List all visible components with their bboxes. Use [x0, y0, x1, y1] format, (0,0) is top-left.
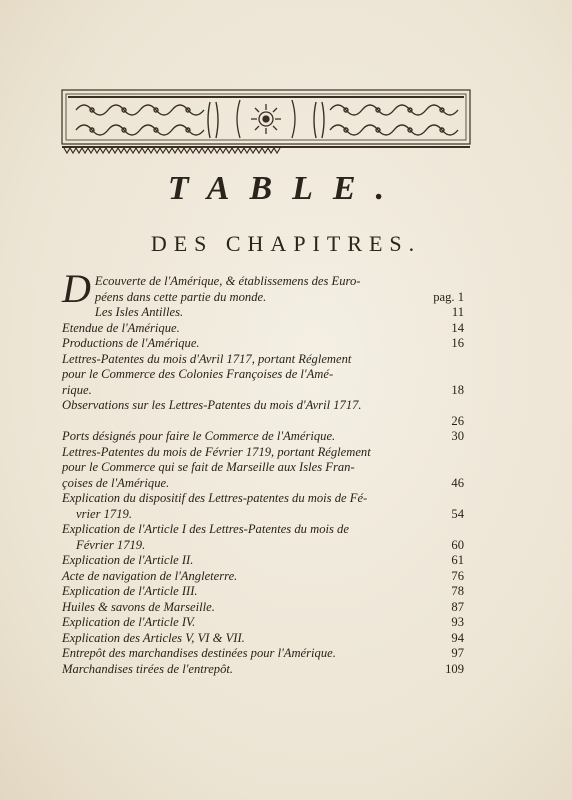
page-title: TABLE.	[167, 170, 405, 207]
toc-page-number: 76	[451, 568, 464, 583]
toc-entry-text: Entrepôt des marchandises destinées pour l'Amérique.	[62, 646, 336, 660]
table-of-contents	[62, 266, 464, 677]
toc-entry-text: Ports désignés pour faire le Commerce de l'Amérique.	[62, 429, 336, 443]
toc-entry-text: Acte de navigation de l'Angleterre.	[62, 568, 238, 583]
toc-entry-text: Productions de l'Amérique.	[62, 336, 200, 350]
toc-page-number: 54	[451, 506, 464, 521]
toc-entry	[62, 522, 464, 553]
toc-entry	[62, 584, 464, 600]
toc-entry-text: Explication de l'Article III.	[62, 584, 198, 598]
toc-entry-text: Février 1719.	[76, 537, 146, 552]
toc-entry	[62, 398, 464, 429]
toc-entry	[62, 631, 464, 647]
ornamental-headpiece	[60, 88, 472, 154]
toc-page-number: 16	[451, 336, 464, 350]
toc-entry	[62, 600, 464, 616]
toc-entry	[62, 266, 464, 311]
toc-page-number: 78	[451, 584, 464, 598]
toc-page-number: 60	[451, 537, 464, 552]
toc-entry	[62, 662, 464, 678]
toc-entry-text: pour le Commerce des Colonies Françoises de l'Amé-	[62, 367, 334, 381]
page-subtitle: DES CHAPITRES.	[150, 231, 422, 256]
toc-entry	[62, 491, 464, 522]
toc-page-number: pag. 1	[433, 289, 464, 304]
toc-page-number: 94	[451, 630, 464, 645]
toc-entry-text: Explication des Articles V, VI & VII.	[62, 630, 245, 645]
toc-page-number: 93	[451, 615, 464, 629]
toc-entry-text: Etendue de l'Amérique.	[62, 320, 180, 335]
drop-cap: D	[62, 266, 91, 311]
toc-entry	[62, 321, 464, 337]
toc-entry-text: Observations sur les Lettres-Patentes du mois d'Avril 1717.	[62, 398, 362, 412]
toc-entry-text: Explication de l'Article I des Lettres-Patentes du mois de	[62, 522, 349, 536]
toc-entry-text: Lettres-Patentes du mois de Février 1719, portant Réglement	[62, 444, 371, 459]
toc-entry	[62, 336, 464, 352]
toc-entry-text: Explication de l'Article IV.	[62, 615, 196, 629]
toc-page-number: 109	[445, 661, 464, 676]
sunburst-icon	[237, 100, 295, 138]
toc-entry	[62, 615, 464, 631]
toc-entry	[62, 646, 464, 662]
toc-page-number: 30	[451, 429, 464, 443]
toc-entry-text: çoises de l'Amérique.	[62, 475, 170, 490]
fleuron-icon	[314, 102, 458, 138]
toc-entry-text: Explication de l'Article II.	[62, 553, 194, 567]
toc-entry	[62, 352, 464, 399]
toc-entry-text: Les Isles Antilles.	[94, 305, 184, 319]
toc-entry	[62, 445, 464, 492]
toc-entry-text: Huiles & savons de Marseille.	[62, 599, 215, 614]
toc-page-number: 14	[451, 320, 464, 335]
toc-entry-text: Marchandises tirées de l'entrepôt.	[62, 661, 234, 676]
toc-entry	[62, 553, 464, 569]
toc-page-number: 46	[451, 475, 464, 490]
toc-entry	[62, 429, 464, 445]
toc-entry-text: péens dans cette partie du monde.	[94, 289, 267, 304]
toc-page-number: 18	[451, 382, 464, 397]
toc-entry-text: rique.	[62, 382, 92, 397]
toc-entry-text: Ecouverte de l'Amérique, & établissemens des Euro-	[94, 274, 361, 288]
toc-page-number: 97	[451, 646, 464, 660]
toc-page-number: 61	[451, 553, 464, 567]
toc-entry-text: vrier 1719.	[76, 506, 132, 521]
toc-entry	[62, 569, 464, 585]
toc-entry-text: Lettres-Patentes du mois d'Avril 1717, portant Réglement	[62, 351, 352, 366]
toc-page-number: 11	[451, 305, 464, 319]
toc-page-number: 26	[451, 413, 464, 428]
toc-entry	[95, 305, 464, 321]
toc-page-number: 87	[451, 599, 464, 614]
vine-scroll-icon	[76, 102, 218, 138]
toc-entry-text: pour le Commerce qui se fait de Marseille aux Isles Fran-	[62, 460, 355, 474]
toc-entry-text: Explication du dispositif des Lettres-patentes du mois de Fé-	[62, 491, 368, 505]
